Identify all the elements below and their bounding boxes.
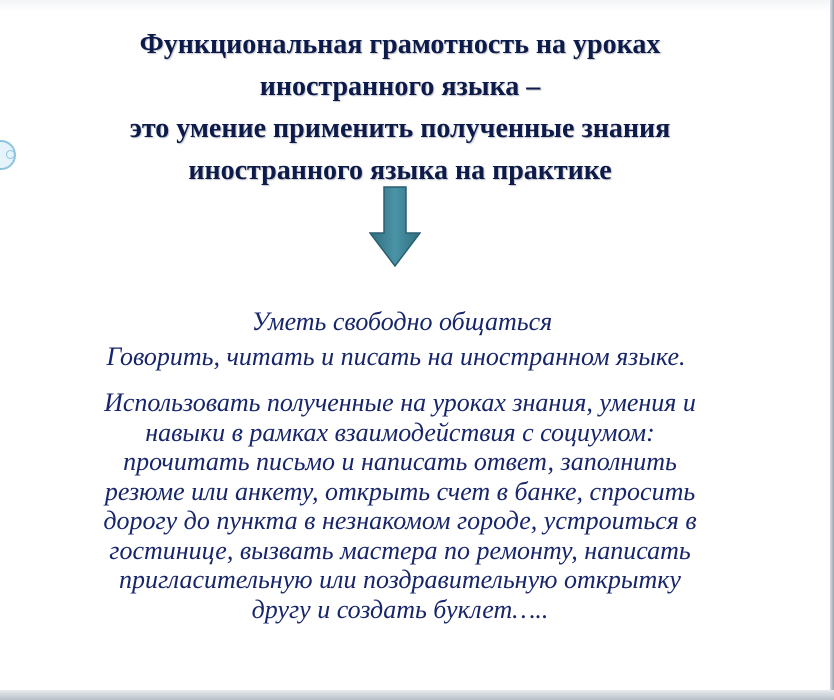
heading-line-4: иностранного языка на практике <box>188 155 612 186</box>
point-communicate: Уметь свободно общаться <box>251 307 553 336</box>
usage-paragraph <box>0 388 800 624</box>
paragraph-line-6: гостинице, вызвать мастера по ремонту, написать <box>109 535 691 565</box>
slide-bottom-edge <box>0 690 834 700</box>
decorative-dot-icon <box>6 150 15 159</box>
down-arrow-icon <box>369 186 421 268</box>
paragraph-line-1: Использовать полученные на уроках знания, умения и <box>104 388 696 417</box>
paragraph-line-3: прочитать письмо и написать ответ, заполнить <box>123 447 677 476</box>
heading-line-3: это умение применить полученные знания <box>129 113 671 144</box>
slide-heading <box>20 24 780 192</box>
paragraph-line-2: навыки в рамках взаимодействия с социумом: <box>145 417 655 447</box>
heading-line-2: иностранного языка – <box>259 71 541 102</box>
paragraph-line-8: другу и создать буклет….. <box>251 594 549 624</box>
slide-right-edge <box>830 0 834 700</box>
paragraph-line-7: пригласительную или поздравительную открытку <box>119 565 681 594</box>
slide-top-edge <box>0 0 834 12</box>
heading-line-1: Функциональная грамотность на уроках <box>139 29 661 60</box>
paragraph-line-5: дорогу до пункта в незнакомом городе, устроиться в <box>103 506 697 535</box>
paragraph-line-4: резюме или анкету, открыть счет в банке, спросить <box>104 476 696 506</box>
point-skills: Говорить, читать и писать на иностранном языке. <box>106 342 686 371</box>
